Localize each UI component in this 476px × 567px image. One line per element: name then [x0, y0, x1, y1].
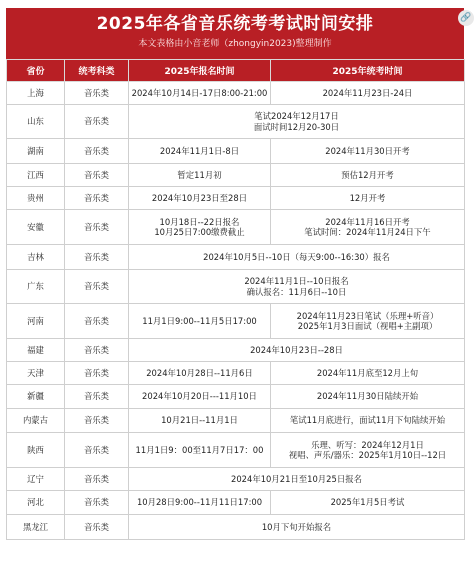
table-row [7, 339, 465, 362]
table-row [7, 362, 465, 385]
province-cell: 内蒙古 [7, 409, 65, 433]
page-subtitle: 本文表格由小音老师（zhongyin2023)整理制作 [138, 39, 332, 49]
registration-cell: 10月28日9:00--11月11日17:00 [129, 491, 271, 515]
registration-cell: 11月1日9:00--11月5日17:00 [129, 304, 271, 339]
category-cell: 音乐类 [65, 468, 129, 491]
category-cell: 音乐类 [65, 362, 129, 385]
table-row [7, 82, 465, 105]
category-cell: 音乐类 [65, 385, 129, 409]
exam-cell: 2024年11月30日陆续开始 [271, 385, 465, 409]
province-cell: 辽宁 [7, 468, 65, 491]
province-cell: 河南 [7, 304, 65, 339]
table-row [7, 187, 465, 210]
category-cell: 音乐类 [65, 105, 129, 139]
title-bar [6, 8, 464, 59]
category-cell: 音乐类 [65, 245, 129, 270]
province-cell: 江西 [7, 164, 65, 187]
schedule-merged-cell: 2024年11月1日--10日报名 确认报名：11月6日--10日 [129, 270, 465, 304]
header-registration: 2025年报名时间 [129, 60, 271, 82]
table-row [7, 409, 465, 433]
table-row [7, 304, 465, 339]
table-row [7, 515, 465, 540]
registration-cell: 11月1日9：00至11月7日17：00 [129, 433, 271, 468]
exam-cell: 2024年11月23日笔试（乐理+听音） 2025年1月3日面试（视唱+主副项） [271, 304, 465, 339]
category-cell: 音乐类 [65, 187, 129, 210]
registration-cell: 10月18日--22日报名 10月25日7:00缴费截止 [129, 210, 271, 245]
page-title: 2025年各省音乐统考考试时间安排 [96, 14, 374, 34]
table-row [7, 385, 465, 409]
province-cell: 贵州 [7, 187, 65, 210]
category-cell: 音乐类 [65, 433, 129, 468]
header-exam: 2025年统考时间 [271, 60, 465, 82]
exam-schedule-sheet [6, 8, 464, 540]
table-row [7, 433, 465, 468]
exam-cell: 笔试11月底进行，面试11月下旬陆续开始 [271, 409, 465, 433]
exam-cell: 2024年11月底至12月上旬 [271, 362, 465, 385]
registration-cell: 2024年10月14日-17日8:00-21:00 [129, 82, 271, 105]
province-cell: 湖南 [7, 139, 65, 164]
table-row [7, 468, 465, 491]
exam-cell: 2024年11月23日-24日 [271, 82, 465, 105]
province-cell: 新疆 [7, 385, 65, 409]
registration-cell: 10月21日--11月1日 [129, 409, 271, 433]
province-cell: 广东 [7, 270, 65, 304]
exam-cell: 2024年11月16日开考 笔试时间：2024年11月24日下午 [271, 210, 465, 245]
province-cell: 上海 [7, 82, 65, 105]
exam-cell: 乐理、听写：2024年12月1日 视唱、声乐/器乐：2025年1月10日--12日 [271, 433, 465, 468]
exam-cell: 2025年1月5日考试 [271, 491, 465, 515]
category-cell: 音乐类 [65, 270, 129, 304]
category-cell: 音乐类 [65, 409, 129, 433]
province-cell: 陕西 [7, 433, 65, 468]
header-province: 省份 [7, 60, 65, 82]
schedule-merged-cell: 笔试2024年12月17日 面试时间12月20-30日 [129, 105, 465, 139]
province-cell: 河北 [7, 491, 65, 515]
province-cell: 安徽 [7, 210, 65, 245]
province-cell: 福建 [7, 339, 65, 362]
schedule-merged-cell: 2024年10月23日--28日 [129, 339, 465, 362]
table-row [7, 245, 465, 270]
table-row [7, 164, 465, 187]
province-cell: 山东 [7, 105, 65, 139]
registration-cell: 2024年11月1日-8日 [129, 139, 271, 164]
exam-cell: 2024年11月30日开考 [271, 139, 465, 164]
registration-cell: 2024年10月28日--11月6日 [129, 362, 271, 385]
table-row [7, 491, 465, 515]
province-cell: 吉林 [7, 245, 65, 270]
category-cell: 音乐类 [65, 491, 129, 515]
table-body [7, 82, 465, 540]
category-cell: 音乐类 [65, 164, 129, 187]
category-cell: 音乐类 [65, 339, 129, 362]
link-icon[interactable]: 🔗 [458, 10, 474, 26]
schedule-merged-cell: 10月下旬开始报名 [129, 515, 465, 540]
province-cell: 黑龙江 [7, 515, 65, 540]
header-category: 统考科类 [65, 60, 129, 82]
category-cell: 音乐类 [65, 515, 129, 540]
category-cell: 音乐类 [65, 304, 129, 339]
table-row [7, 105, 465, 139]
registration-cell: 2024年10月23日至28日 [129, 187, 271, 210]
category-cell: 音乐类 [65, 139, 129, 164]
exam-cell: 12月开考 [271, 187, 465, 210]
schedule-table [6, 59, 465, 540]
schedule-merged-cell: 2024年10月5日--10日（每天9:00--16:30）报名 [129, 245, 465, 270]
category-cell: 音乐类 [65, 210, 129, 245]
table-row [7, 270, 465, 304]
registration-cell: 2024年10月20日---11月10日 [129, 385, 271, 409]
category-cell: 音乐类 [65, 82, 129, 105]
table-row [7, 139, 465, 164]
schedule-merged-cell: 2024年10月21日至10月25日报名 [129, 468, 465, 491]
table-header-row [7, 60, 465, 82]
table-row [7, 210, 465, 245]
exam-cell: 预估12月开考 [271, 164, 465, 187]
province-cell: 天津 [7, 362, 65, 385]
registration-cell: 暂定11月初 [129, 164, 271, 187]
